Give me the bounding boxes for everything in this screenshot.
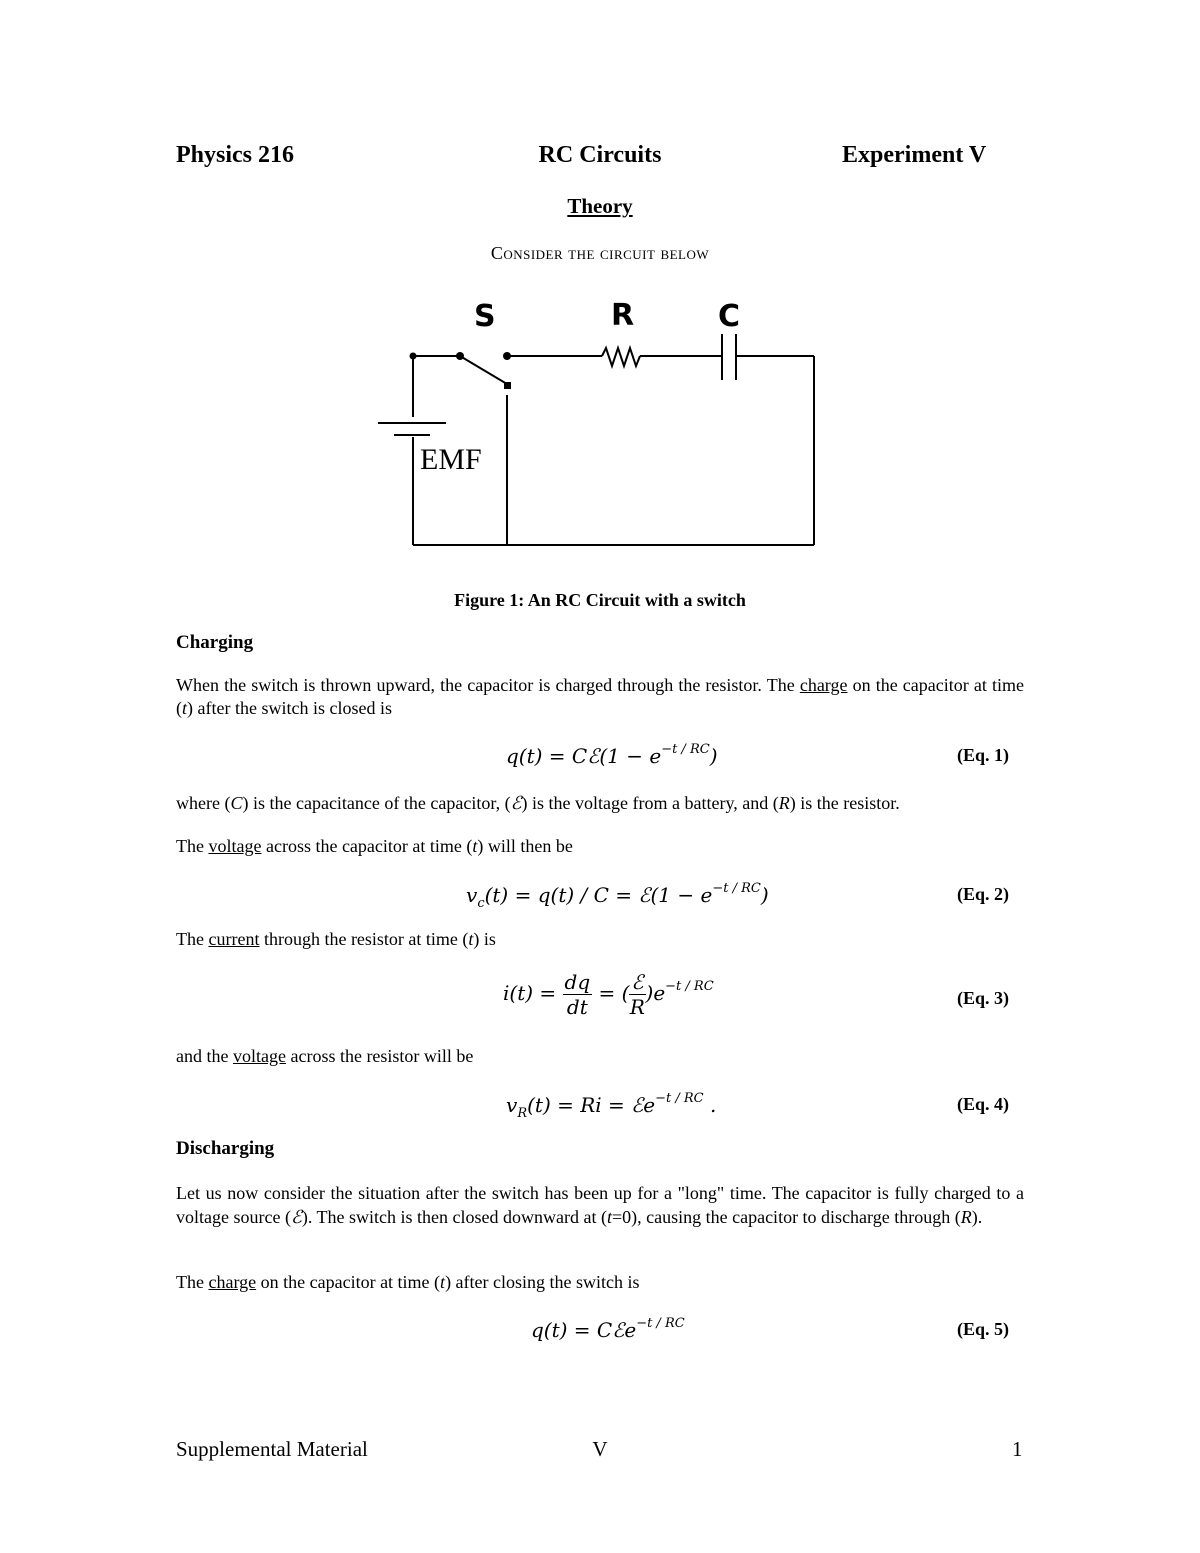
footer-page-number: 1 (1012, 1437, 1023, 1461)
charging-paragraph-5: and the voltage across the resistor will be (176, 1046, 474, 1066)
equation-3-label: (Eq. 3) (956, 988, 1009, 1008)
equation-3: i(t) = $\frac{dq}{dt}$ = ( $\frac{\text{ℰ}}{R}$ )$e^{-t / RC}$ (503, 970, 714, 1019)
equation-5: q(t) = Cℰe$^{-t / RC}$ (531, 1316, 685, 1342)
equation-1: q(t) = Cℰ(1 − $e^{-t / RC}$) (506, 742, 718, 768)
charge-link-discharge: charge (208, 1272, 257, 1292)
equation-1-label: (Eq. 1) (956, 745, 1009, 765)
voltage-link-resistor: voltage (232, 1046, 286, 1066)
label-resistor: R (611, 298, 635, 333)
resistor-symbol (602, 348, 640, 366)
experiment-label: Experiment V (842, 142, 987, 168)
charging-paragraph-3: The voltage across the capacitor at time (t) will then be (176, 836, 573, 856)
switch-lower-contact (504, 382, 511, 389)
footer-center: V (592, 1437, 608, 1461)
equation-4-label: (Eq. 4) (956, 1094, 1009, 1114)
equation-5-label: (Eq. 5) (956, 1319, 1009, 1339)
rc-circuit-diagram (370, 290, 840, 560)
intro-text: Consider the circuit below (490, 243, 710, 263)
discharging-paragraph-1: Let us now consider the situation after the switch has been up for a "long" time. The capacitor is fully charged to a voltage source (ℰ). The switch is then closed downward at (t=0), causing the capacitor to discharge through (R). (176, 1183, 1024, 1227)
charging-paragraph-1: When the switch is thrown upward, the capacitor is charged through the resistor. The charge on the capacitor at time (t) after the switch is closed is (176, 675, 1024, 718)
figure-caption: Figure 1: An RC Circuit with a switch (454, 590, 746, 610)
charging-paragraph-4: The current through the resistor at time (t) is (176, 929, 496, 949)
charge-link: charge (799, 675, 848, 695)
charging-paragraph-2: where (C) is the capacitance of the capacitor, (ℰ) is the voltage from a battery, and (R) is the resistor. (176, 793, 900, 813)
switch-pivot-dot (456, 352, 464, 360)
node-dot-left (410, 353, 417, 360)
section-theory-heading: Theory (567, 194, 633, 218)
footer-left: Supplemental Material (176, 1437, 368, 1461)
label-switch: S (474, 299, 496, 334)
voltage-link-capacitor: voltage (208, 836, 262, 856)
discharging-paragraph-2: The charge on the capacitor at time (t) after closing the switch is (176, 1272, 640, 1292)
switch-lever (460, 356, 507, 384)
page-title: RC Circuits (538, 142, 662, 168)
label-capacitor: C (718, 299, 741, 334)
switch-upper-contact-dot (503, 352, 511, 360)
charging-heading: Charging (176, 632, 254, 653)
course-title: Physics 216 (176, 142, 295, 168)
label-emf: EMF (420, 443, 482, 476)
equation-2: $v_c(t) = q(t) / C$ = ℰ(1 − $e^{-t / RC}$) (466, 881, 769, 911)
discharging-heading: Discharging (176, 1138, 275, 1159)
equation-2-label: (Eq. 2) (956, 884, 1009, 904)
equation-4: $v_R(t) = Ri$ = ℰe$^{-t / RC}$ . (506, 1091, 717, 1121)
current-link: current (208, 929, 260, 949)
